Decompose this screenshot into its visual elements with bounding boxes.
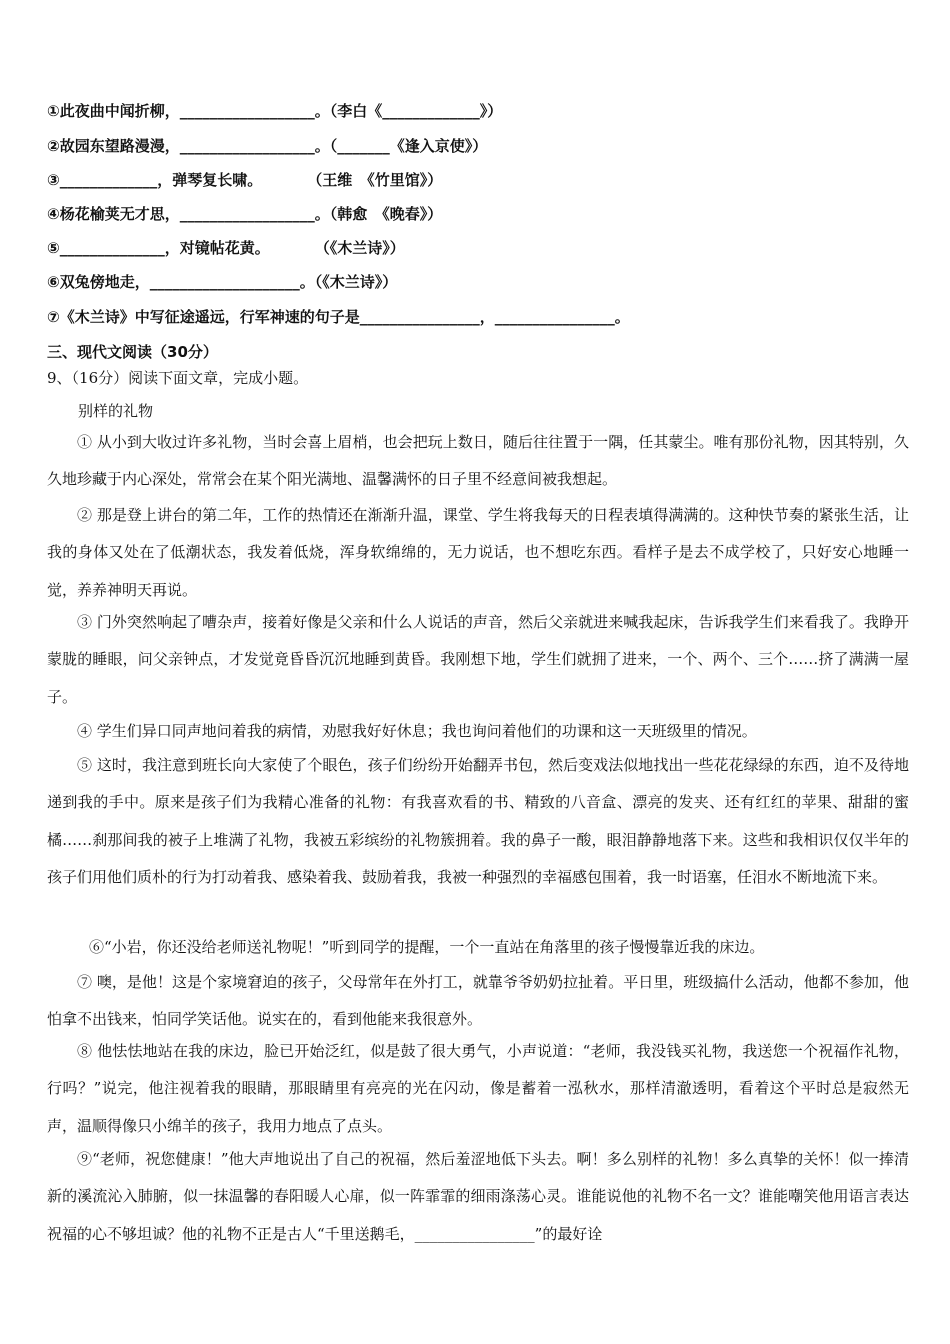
question-head: 9、（16分）阅读下面文章，完成小题。 <box>47 369 309 387</box>
fill-item-2: ②故园东望路漫漫，__________________。（_______《逢入京使》） <box>47 137 488 155</box>
section-title: 三、现代文阅读（30分） <box>47 343 218 361</box>
paragraph-7: ⑦ 噢，是他！这是个家境窘迫的孩子，父母常年在外打工，就靠爷爷奶奶拉扯着。平日里，班级搞什么活动，他都不参加，他怕拿不出钱来，怕同学笑话他。说实在的，看到他能来我很意外。 <box>47 973 909 1029</box>
fill-item-6: ⑥双兔傍地走，____________________。（《木兰诗》） <box>47 273 398 291</box>
fill-item-7: ⑦《木兰诗》中写征途遥远，行军神速的句子是________________，________________。 <box>47 308 630 326</box>
paragraph-1: ① 从小到大收过许多礼物，当时会喜上眉梢，也会把玩上数日，随后往往置于一隅，任其蒙尘。唯有那份礼物，因其特别，久久地珍藏于内心深处，常常会在某个阳光满地、温馨满怀的日子里不经意间被我想起。 <box>47 433 909 489</box>
fill-item-4: ④杨花榆荚无才思，__________________。（韩愈 《晚春》） <box>47 205 443 223</box>
paragraph-5: ⑤ 这时，我注意到班长向大家使了个眼色，孩子们纷纷开始翻弄书包，然后变戏法似地找出一些花花绿绿的东西，迫不及待地递到我的手中。原来是孩子们为我精心准备的礼物：有我喜欢看的书、精致的八音盒、漂亮的发夹、还有红红的苹果、甜甜的蜜橘……刹那间我的被子上堆满了礼物，我被五彩缤纷的礼物簇拥着。我的鼻子一酸，眼泪静静地落下来。这些和我相识仅仅半年的孩子们用他们质朴的行为打动着我、感染着我、鼓励着我，我被一种强烈的幸福感包围着，我一时语塞，任泪水不断地流下来。 <box>47 756 909 886</box>
paragraph-3: ③ 门外突然响起了嘈杂声，接着好像是父亲和什么人说话的声音，然后父亲就进来喊我起床，告诉我学生们来看我了。我睁开蒙胧的睡眼，问父亲钟点，才发觉竟昏昏沉沉地睡到黄昏。我刚想下地，学生们就拥了进来，一个、两个、三个……挤了满满一屋子。 <box>47 613 909 706</box>
fill-item-3: ③_____________，弹琴复长啸。 （王维 《竹里馆》） <box>47 171 443 189</box>
paragraph-2: ② 那是登上讲台的第二年，工作的热情还在渐渐升温，课堂、学生将我每天的日程表填得满满的。这种快节奏的紧张生活，让我的身体又处在了低潮状态，我发着低烧，浑身软绵绵的，无力说话，也不想吃东西。看样子是去不成学校了，只好安心地睡一觉，养养神明天再说。 <box>47 506 909 599</box>
paragraph-4: ④ 学生们异口同声地问着我的病情，劝慰我好好休息；我也询问着他们的功课和这一天班级里的情况。 <box>77 722 757 740</box>
fill-item-5: ⑤______________，对镜帖花黄。 （《木兰诗》） <box>47 239 405 257</box>
paragraph-8: ⑧ 他怯怯地站在我的床边，脸已开始泛红，似是鼓了很大勇气，小声说道：“老师，我没钱买礼物，我送您一个祝福作礼物，行吗？”说完，他注视着我的眼睛，那眼睛里有亮亮的光在闪动，像是蓄着一泓秋水，那样清澈透明，看着这个平时总是寂然无声，温顺得像只小绵羊的孩子，我用力地点了点头。 <box>47 1042 909 1135</box>
fill-item-1: ①此夜曲中闻折柳，__________________。（李白《_____________》） <box>47 102 503 120</box>
article-title: 别样的礼物 <box>78 402 154 420</box>
paragraph-6: ⑥“小岩，你还没给老师送礼物呢！”听到同学的提醒，一个一直站在角落里的孩子慢慢靠近我的床边。 <box>89 938 765 956</box>
paragraph-9: ⑨“老师，祝您健康！”他大声地说出了自己的祝福，然后羞涩地低下头去。啊！多么别样的礼物！多么真挚的关怀！似一捧清新的溪流沁入肺腑，似一抹温馨的春阳暖人心扉，似一阵霏霏的细雨涤荡心灵。谁能说他的礼物不名一文？谁能嘲笑他用语言表达祝福的心不够坦诚？他的礼物不正是古人“千里送鹅毛，________________”的最好诠 <box>47 1150 909 1243</box>
